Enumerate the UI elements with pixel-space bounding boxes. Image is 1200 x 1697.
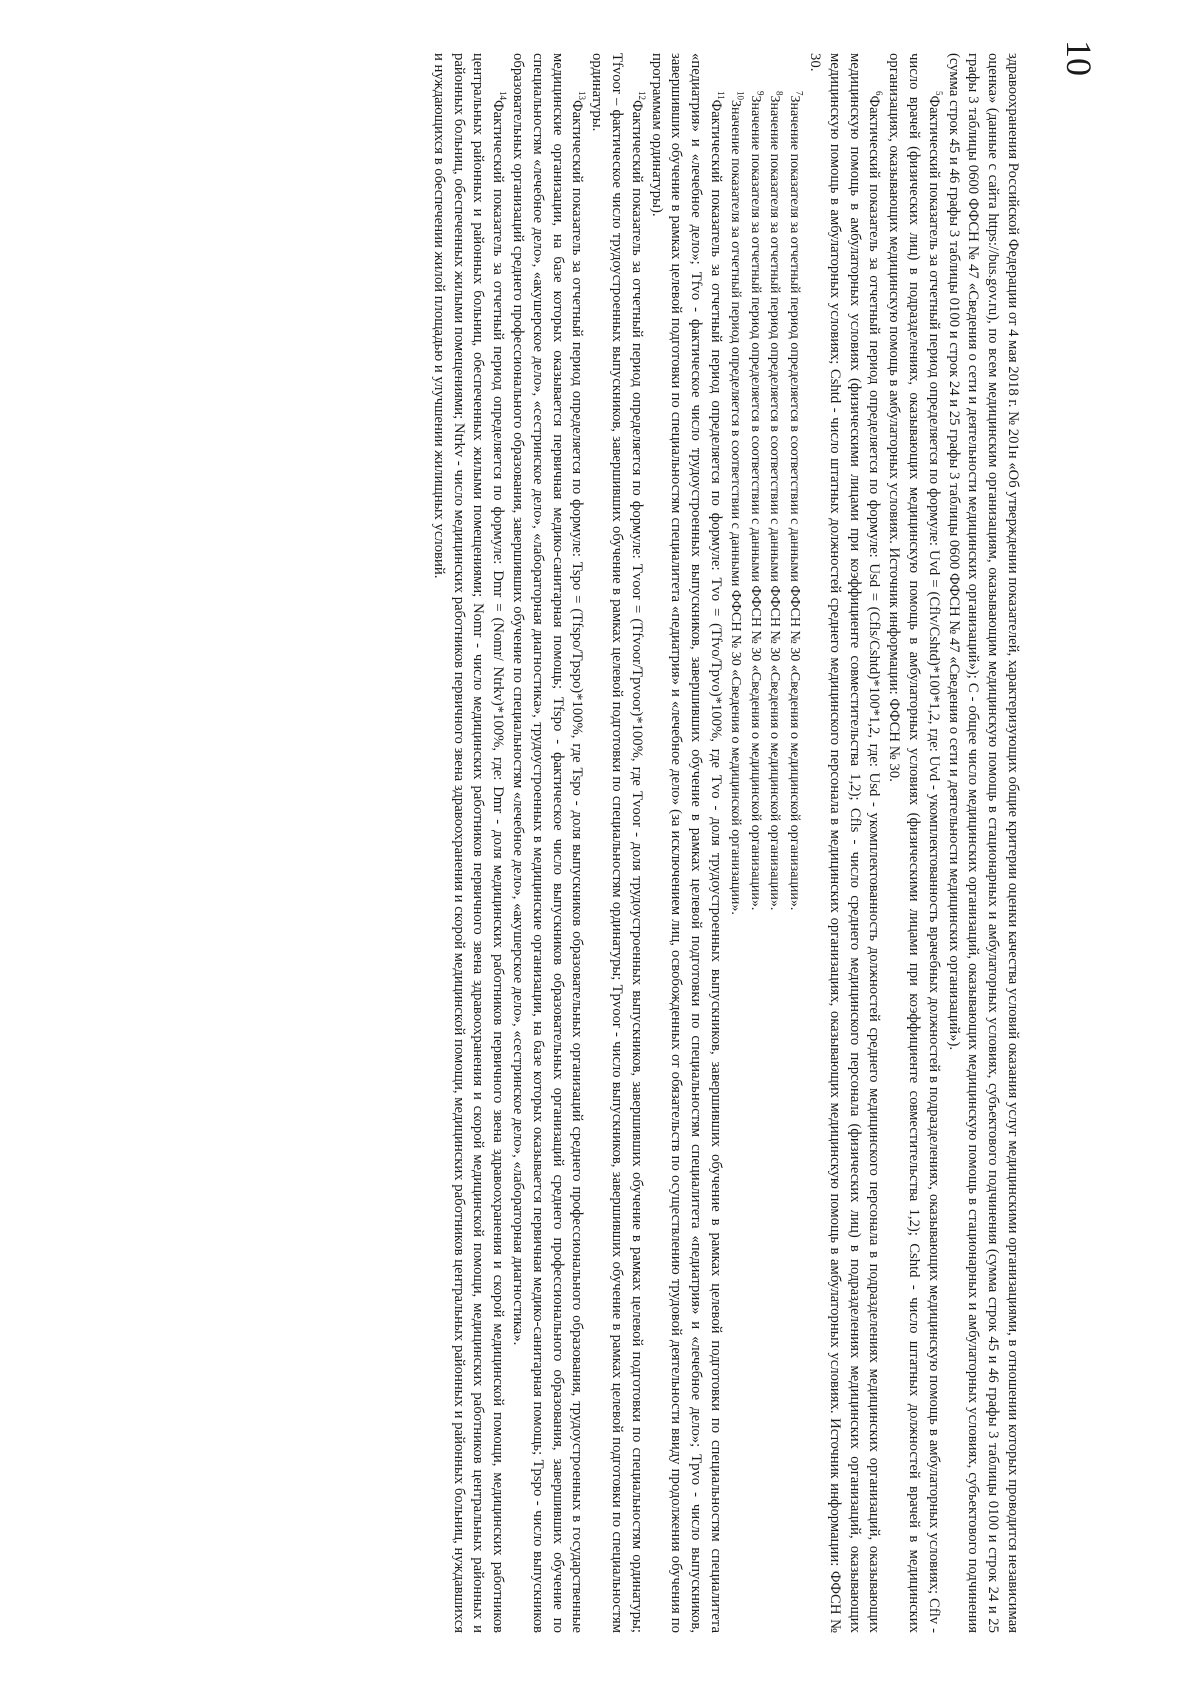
footnote-11 bbox=[646, 53, 725, 1633]
footnote-text: Фактический показатель за отчетный период определяется по формуле: Dmr = (Nomr/ Ntrkv)*100%, где: Dmr - доля медицинских работников первичного звена здравоохранения и скорой медицинской помощи, медицинских работников центральных районных и районных больниц, обеспеченных жилыми помещениями; Nomr - число медицинских работников первичного звена здравоохранения и скорой медицинской помощи, медицинских работников центральных районных и районных больниц, обеспеченных жилыми помещениями; Ntrkv - число медицинских работников первичного звена здравоохранения и скорой медицинской помощи, медицинских работников центральных районных и районных больниц, нуждавшихся и нуждающихся в обеспечении жилой площадью и улучшении жилищных условий. bbox=[430, 53, 507, 1633]
footnote-marker: 9 bbox=[755, 91, 766, 96]
footnote-text: Значение показателя за отчетный период определяется в соответствии с данными ФФСН № 30 «Сведения о медицинской организации». bbox=[727, 100, 743, 915]
footnote-marker: 6 bbox=[874, 91, 885, 96]
footnote-text: Значение показателя за отчетный период определяется в соответствии с данными ФФСН № 30 «Сведения о медицинской организации». bbox=[767, 95, 783, 911]
footnote-marker: 14 bbox=[498, 91, 509, 100]
footnote-text: Значение показателя за отчетный период определяется в соответствии с данными ФФСН № 30 «Сведения о медицинской организации». bbox=[747, 95, 763, 911]
footnote-text: Фактический показатель за отчетный период определяется по формуле: Tspo = (Tfspo/Tpspo)*100%, где Tspo - доля выпускников образовательных организаций среднего профессионального образования, трудоустроенных в государственные медицинские организации, на базе которых оказывается первичная медико-санитарная помощь; Tfspo - фактическое число выпускников образовательных организаций среднего профессионального образования, завершивших обучение по специальностям «лечебное дело», «акушерское дело», «сестринское дело», «лабораторная диагностика», трудоустроенных в медицинские организации, на базе которых оказывается первичная медико-санитарная помощь; Tpspo - число выпускников образовательных организаций среднего профессионального образования, завершивших обучение по специальностям «лечебное дело», «акушерское дело», «сестринское дело», «лабораторная диагностика». bbox=[510, 53, 586, 1633]
footnote-text: Фактический показатель за отчетный период определяется по формуле: Tvo = (Tfvo/Tpvo)*100%, где Tvo - доля трудоустроенных выпускников, завершивших обучение в рамках целевой подготовки по специальностям специалитета «педиатрия» и «лечебное дело»; Tfvo - фактическое число трудоустроенных выпускников, завершивших обучение в рамках целевой подготовки по специальностям специалитета «педиатрия» и «лечебное дело»; Tpvo - число выпускников, завершивших обучение в рамках целевой подготовки по специальностям специалитета «педиатрия» и «лечебное дело» (за исключением лиц, освобожденных от обязательств по осуществлению трудовой деятельности ввиду продолжения обучения по программам ординатуры). bbox=[648, 53, 725, 1633]
footnote-8 bbox=[765, 53, 785, 1633]
footnote-marker: 10 bbox=[735, 91, 746, 100]
footnote-13 bbox=[507, 53, 586, 1633]
footnote-5 bbox=[883, 53, 942, 1633]
footnote-marker: 5 bbox=[933, 91, 944, 96]
footnote-12 bbox=[586, 53, 645, 1633]
footnote-6 bbox=[804, 53, 883, 1633]
page-number: 10 bbox=[1059, 40, 1099, 76]
footnote-marker: 7 bbox=[794, 91, 805, 96]
footnote-marker: 11 bbox=[715, 91, 726, 100]
paragraph-continuation bbox=[943, 53, 1022, 1633]
footnote-10 bbox=[725, 53, 745, 1633]
footnote-text: Фактический показатель за отчетный период определяется по формуле: Uvd = (Cflv/Cshtd)*100*1,2, где: Uvd - укомплектованность врачебных должностей в подразделениях, оказывающих медицинскую помощь в амбулаторных условиях; Cflv - число врачей (физических лиц) в подразделениях, оказывающих медицинскую помощь в амбулаторных условиях (физическими лицами при коэффициенте совместительства 1,2); Cshtd - число штатных должностей врачей в медицинских организациях, оказывающих медицинскую помощь в амбулаторных условиях. Источник информации: ФФСН № 30. bbox=[886, 53, 942, 1633]
document-body bbox=[192, 53, 1022, 1633]
footnote-9 bbox=[745, 53, 765, 1633]
footnote-marker: 12 bbox=[636, 91, 647, 100]
footnote-marker: 13 bbox=[577, 91, 588, 100]
footnote-text: Значение показателя за отчетный период определяется в соответствии с данными ФФСН № 30 «Сведения о медицинской организации». bbox=[787, 95, 803, 911]
footnote-text: Фактический показатель за отчетный период определяется по формуле: Usd = (Cfls/Cshtd)*100*1,2, где: Usd - укомплектованность должностей среднего медицинского персонала в подразделениях медицинских организаций, оказывающих медицинскую помощь в амбулаторных условиях (физическими лицами при коэффициенте совместительства 1,2); Cfls - число среднего медицинского персонала (физических лиц) в подразделениях медицинских организаций, оказывающих медицинскую помощь в амбулаторных условиях; Cshtd - число штатных должностей среднего медицинского персонала в медицинских организациях, оказывающих медицинскую помощь в амбулаторных условиях. Источник информации: ФФСН № 30. bbox=[807, 53, 883, 1633]
footnote-14 bbox=[428, 53, 507, 1633]
footnote-text: Фактический показатель за отчетный период определяется по формуле: Tvoor = (Tfvoor/Tpvoor)*100%, где Tvoor - доля трудоустроенных выпускников, завершивших обучение в рамках целевой подготовки по специальностям ординатуры; Tfvoor – фактическое число трудоустроенных выпускников, завершивших обучение в рамках целевой подготовки по специальностям ординатуры; Tpvoor - число выпускников, завершивших обучение в рамках целевой подготовки по специальностям ординатуры. bbox=[589, 53, 645, 1633]
footnote-marker: 8 bbox=[775, 91, 786, 96]
footnote-7 bbox=[784, 53, 804, 1633]
paragraph-text: здравоохранения Российской Федерации от 4 мая 2018 г. № 201н «Об утверждении показателей, характеризующих общие критерии оценки качества условий оказания услуг медицинскими организациями, в отношении которых проводится независимая оценка» (данные с сайта https://bus.gov.ru), по всем медицинским организациям, оказывающим медицинскую помощь в стационарных и амбулаторных условиях, субъектового подчинения (сумма строк 45 и 46 графы 3 таблицы 0100 и строк 24 и 25 графы 3 таблицы 0600 ФФСН № 47 «Сведения о сети и деятельности медицинских организаций»); С - общее число медицинских организаций, оказывающих медицинскую помощь в стационарных и амбулаторных условиях, субъектового подчинения (сумма строк 45 и 46 графы 3 таблицы 0100 и строк 24 и 25 графы 3 таблицы 0600 ФФСН № 47 «Сведения о сети и деятельности медицинских организаций»). bbox=[945, 53, 1021, 1633]
